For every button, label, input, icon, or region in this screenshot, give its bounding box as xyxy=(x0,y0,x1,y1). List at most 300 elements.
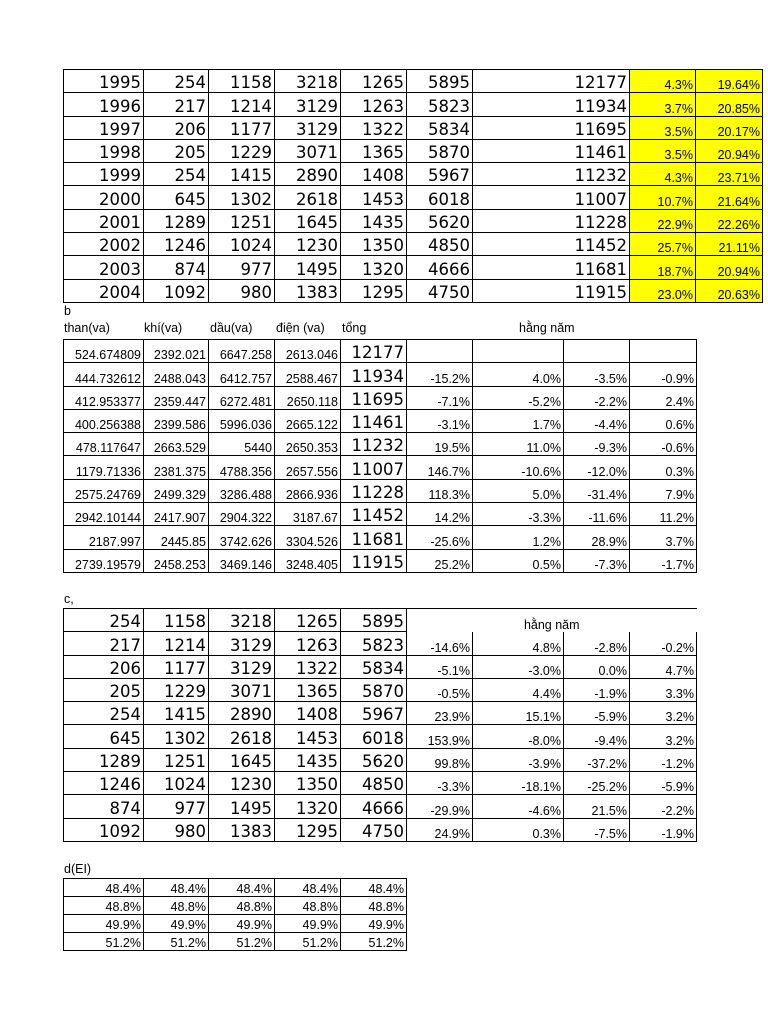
value-cell: 1365 xyxy=(341,139,407,162)
percent-cell: 21.5% xyxy=(564,795,630,818)
table-row xyxy=(64,186,763,209)
percent-cell: 49.9% xyxy=(341,915,407,933)
value-cell: 1230 xyxy=(209,772,275,795)
total-cell: 11452 xyxy=(341,503,407,526)
percent-cell: -14.6% xyxy=(407,632,473,655)
percent-cell: 20.85% xyxy=(696,93,763,116)
value-cell: 2739.19579 xyxy=(64,549,144,572)
value-cell: 3248.405 xyxy=(275,549,341,572)
percent-cell: 7.9% xyxy=(630,479,697,502)
value-cell: 2904.322 xyxy=(209,503,275,526)
section-d-label: d(EI) xyxy=(64,862,92,876)
value-cell: 1302 xyxy=(144,725,209,748)
value-cell: 2417.907 xyxy=(144,503,209,526)
value-cell: 4666 xyxy=(341,795,407,818)
table-row xyxy=(64,609,697,632)
value-cell: 11934 xyxy=(473,93,630,116)
value-cell: 1453 xyxy=(341,186,407,209)
percent-cell: -7.1% xyxy=(407,386,473,409)
table-row xyxy=(64,340,697,363)
value-cell: 5895 xyxy=(407,70,473,93)
percent-cell: -0.9% xyxy=(630,363,697,386)
value-cell: 5823 xyxy=(341,632,407,655)
percent-cell: 49.9% xyxy=(64,915,144,933)
percent-cell: 21.64% xyxy=(696,186,763,209)
percent-cell: 3.3% xyxy=(630,678,697,701)
percent-cell: -18.1% xyxy=(473,772,564,795)
table-row xyxy=(64,163,763,186)
value-cell: 1230 xyxy=(275,233,341,256)
value-cell: 2002 xyxy=(64,233,144,256)
value-cell: 2942.10144 xyxy=(64,503,144,526)
percent-cell: -5.9% xyxy=(630,772,697,795)
value-cell: 1996 xyxy=(64,93,144,116)
total-cell: 11915 xyxy=(341,549,407,572)
table-row xyxy=(64,386,697,409)
header-dau: dầu(va) xyxy=(210,321,253,335)
percent-cell: -1.9% xyxy=(630,818,697,841)
table-b xyxy=(63,339,697,573)
value-cell: 1408 xyxy=(341,163,407,186)
percent-cell: 99.8% xyxy=(407,748,473,771)
percent-cell: 18.7% xyxy=(630,256,696,279)
value-cell: 5996.036 xyxy=(209,409,275,432)
value-cell: 1214 xyxy=(144,632,209,655)
value-cell: 6412.757 xyxy=(209,363,275,386)
percent-cell: 48.4% xyxy=(209,879,275,897)
value-cell: 206 xyxy=(144,116,209,139)
value-cell: 11228 xyxy=(473,209,630,232)
value-cell: 2004 xyxy=(64,279,144,302)
value-cell: 2499.329 xyxy=(144,479,209,502)
value-cell: 478.117647 xyxy=(64,433,144,456)
percent-cell: -7.5% xyxy=(564,818,630,841)
value-cell: 2890 xyxy=(275,163,341,186)
value-cell: 2458.253 xyxy=(144,549,209,572)
percent-cell: 48.4% xyxy=(341,879,407,897)
table-row xyxy=(64,933,407,951)
value-cell: 1365 xyxy=(275,678,341,701)
percent-cell: 1.7% xyxy=(473,409,564,432)
percent-cell: -10.6% xyxy=(473,456,564,479)
percent-cell: -15.2% xyxy=(407,363,473,386)
value-cell: 3286.488 xyxy=(209,479,275,502)
value-cell: 3742.626 xyxy=(209,526,275,549)
value-cell: 6647.258 xyxy=(209,340,275,363)
value-cell: 2575.24769 xyxy=(64,479,144,502)
percent-cell: 15.1% xyxy=(473,702,564,725)
value-cell: 524.674809 xyxy=(64,340,144,363)
percent-cell: 48.8% xyxy=(341,897,407,915)
percent-cell: 118.3% xyxy=(407,479,473,502)
percent-cell: 51.2% xyxy=(275,933,341,951)
percent-cell: -2.2% xyxy=(630,795,697,818)
value-cell: 2665.122 xyxy=(275,409,341,432)
percent-cell: -5.1% xyxy=(407,655,473,678)
value-cell: 1645 xyxy=(209,748,275,771)
value-cell: 1998 xyxy=(64,139,144,162)
value-cell: 1645 xyxy=(275,209,341,232)
value-cell: 1289 xyxy=(144,209,209,232)
percent-cell: 4.7% xyxy=(630,655,697,678)
table-row xyxy=(64,702,697,725)
table-d-body xyxy=(64,879,407,951)
value-cell: 4788.356 xyxy=(209,456,275,479)
percent-cell: -0.2% xyxy=(630,632,697,655)
table-b-body xyxy=(64,340,697,573)
percent-cell: -4.4% xyxy=(564,409,630,432)
table-row xyxy=(64,503,697,526)
table-row xyxy=(64,363,697,386)
percent-cell: -3.0% xyxy=(473,655,564,678)
value-cell: 5895 xyxy=(341,609,407,632)
percent-cell: 22.26% xyxy=(696,209,763,232)
value-cell: 1263 xyxy=(275,632,341,655)
table-row xyxy=(64,233,763,256)
percent-cell: 48.4% xyxy=(144,879,209,897)
percent-cell: -1.9% xyxy=(564,678,630,701)
percent-cell: 3.2% xyxy=(630,725,697,748)
value-cell: 254 xyxy=(64,609,144,632)
percent-cell: -3.9% xyxy=(473,748,564,771)
percent-cell: -3.1% xyxy=(407,409,473,432)
percent-cell: 51.2% xyxy=(209,933,275,951)
value-cell: 4850 xyxy=(341,772,407,795)
percent-cell: -2.8% xyxy=(564,632,630,655)
value-cell: 1024 xyxy=(209,233,275,256)
percent-cell: 20.17% xyxy=(696,116,763,139)
percent-cell: 48.8% xyxy=(209,897,275,915)
value-cell: 2399.586 xyxy=(144,409,209,432)
value-cell: 5620 xyxy=(341,748,407,771)
value-cell: 5870 xyxy=(407,139,473,162)
value-cell: 1295 xyxy=(275,818,341,841)
percent-cell: -5.2% xyxy=(473,386,564,409)
header-dien: điện (va) xyxy=(276,321,325,335)
percent-cell: 28.9% xyxy=(564,526,630,549)
value-cell: 1320 xyxy=(341,256,407,279)
value-cell: 1265 xyxy=(275,609,341,632)
value-cell: 1251 xyxy=(209,209,275,232)
table-row xyxy=(64,526,697,549)
section-c-letter: c, xyxy=(64,592,74,606)
percent-cell: 51.2% xyxy=(144,933,209,951)
percent-cell: 48.8% xyxy=(275,897,341,915)
value-cell: 4750 xyxy=(341,818,407,841)
percent-cell: -3.3% xyxy=(407,772,473,795)
percent-cell: 2.4% xyxy=(630,386,697,409)
value-cell: 3469.146 xyxy=(209,549,275,572)
value-cell: 5870 xyxy=(341,678,407,701)
value-cell: 2445.85 xyxy=(144,526,209,549)
percent-cell xyxy=(564,340,630,363)
percent-cell: 49.9% xyxy=(144,915,209,933)
percent-cell: 4.3% xyxy=(630,163,696,186)
percent-cell: 51.2% xyxy=(341,933,407,951)
value-cell: 1158 xyxy=(144,609,209,632)
percent-cell: -1.7% xyxy=(630,549,697,572)
percent-cell: 49.9% xyxy=(209,915,275,933)
value-cell: 5834 xyxy=(407,116,473,139)
percent-cell: 0.3% xyxy=(473,818,564,841)
percent-cell: -29.9% xyxy=(407,795,473,818)
percent-cell: 48.4% xyxy=(64,879,144,897)
value-cell: 1495 xyxy=(209,795,275,818)
value-cell: 6018 xyxy=(407,186,473,209)
value-cell: 2663.529 xyxy=(144,433,209,456)
percent-cell: -4.6% xyxy=(473,795,564,818)
value-cell: 1408 xyxy=(275,702,341,725)
value-cell: 2392.021 xyxy=(144,340,209,363)
table-row xyxy=(64,678,697,701)
percent-cell: 49.9% xyxy=(275,915,341,933)
table-row xyxy=(64,549,697,572)
value-cell: 1322 xyxy=(275,655,341,678)
percent-cell: -0.6% xyxy=(630,433,697,456)
percent-cell: 1.2% xyxy=(473,526,564,549)
value-cell: 1024 xyxy=(144,772,209,795)
percent-cell: -25.6% xyxy=(407,526,473,549)
value-cell: 6272.481 xyxy=(209,386,275,409)
value-cell: 874 xyxy=(144,256,209,279)
percent-cell: 51.2% xyxy=(64,933,144,951)
value-cell: 2618 xyxy=(209,725,275,748)
total-cell: 11007 xyxy=(341,456,407,479)
percent-cell: 5.0% xyxy=(473,479,564,502)
section-c-annual-label: hằng năm xyxy=(407,609,697,632)
percent-cell: 19.64% xyxy=(696,70,763,93)
table-row xyxy=(64,897,407,915)
value-cell: 6018 xyxy=(341,725,407,748)
table-row xyxy=(64,70,763,93)
table-row xyxy=(64,818,697,841)
value-cell: 1302 xyxy=(209,186,275,209)
value-cell: 977 xyxy=(144,795,209,818)
value-cell: 5967 xyxy=(407,163,473,186)
value-cell: 3304.526 xyxy=(275,526,341,549)
value-cell: 2657.556 xyxy=(275,456,341,479)
value-cell: 5834 xyxy=(341,655,407,678)
value-cell: 1246 xyxy=(64,772,144,795)
percent-cell xyxy=(630,340,697,363)
value-cell: 1263 xyxy=(341,93,407,116)
value-cell: 2890 xyxy=(209,702,275,725)
percent-cell: 146.7% xyxy=(407,456,473,479)
table-row xyxy=(64,279,763,302)
table-row xyxy=(64,772,697,795)
value-cell: 3129 xyxy=(209,655,275,678)
value-cell: 1999 xyxy=(64,163,144,186)
table-a-body xyxy=(64,70,763,303)
percent-cell: -9.3% xyxy=(564,433,630,456)
total-cell: 12177 xyxy=(341,340,407,363)
table-row xyxy=(64,655,697,678)
value-cell: 5823 xyxy=(407,93,473,116)
percent-cell: 3.5% xyxy=(630,116,696,139)
percent-cell: 14.2% xyxy=(407,503,473,526)
value-cell: 1265 xyxy=(341,70,407,93)
header-tong: tổng xyxy=(342,321,367,335)
value-cell: 1997 xyxy=(64,116,144,139)
value-cell: 11007 xyxy=(473,186,630,209)
value-cell: 1322 xyxy=(341,116,407,139)
value-cell: 254 xyxy=(64,702,144,725)
value-cell: 2381.375 xyxy=(144,456,209,479)
value-cell: 4666 xyxy=(407,256,473,279)
value-cell: 11695 xyxy=(473,116,630,139)
value-cell: 3071 xyxy=(275,139,341,162)
header-than: than(va) xyxy=(64,321,110,335)
percent-cell: 21.11% xyxy=(696,233,763,256)
value-cell: 1350 xyxy=(275,772,341,795)
table-row xyxy=(64,116,763,139)
percent-cell: 48.8% xyxy=(144,897,209,915)
percent-cell: 23.9% xyxy=(407,702,473,725)
value-cell: 5967 xyxy=(341,702,407,725)
percent-cell: 23.71% xyxy=(696,163,763,186)
value-cell: 206 xyxy=(64,655,144,678)
percent-cell: 20.94% xyxy=(696,256,763,279)
percent-cell: 23.0% xyxy=(630,279,696,302)
value-cell: 645 xyxy=(64,725,144,748)
value-cell: 5440 xyxy=(209,433,275,456)
table-c xyxy=(63,608,697,842)
total-cell: 11934 xyxy=(341,363,407,386)
value-cell: 980 xyxy=(209,279,275,302)
header-khi: khí(va) xyxy=(144,321,183,335)
percent-cell: 3.7% xyxy=(630,526,697,549)
percent-cell: 4.0% xyxy=(473,363,564,386)
value-cell: 1435 xyxy=(275,748,341,771)
percent-cell: 3.2% xyxy=(630,702,697,725)
value-cell: 4750 xyxy=(407,279,473,302)
value-cell: 444.732612 xyxy=(64,363,144,386)
table-row xyxy=(64,409,697,432)
table-d xyxy=(63,878,407,951)
percent-cell: -5.9% xyxy=(564,702,630,725)
value-cell: 5620 xyxy=(407,209,473,232)
value-cell: 2000 xyxy=(64,186,144,209)
value-cell: 1453 xyxy=(275,725,341,748)
value-cell: 1158 xyxy=(209,70,275,93)
table-row xyxy=(64,256,763,279)
value-cell: 3129 xyxy=(275,93,341,116)
percent-cell: 22.9% xyxy=(630,209,696,232)
value-cell: 1177 xyxy=(209,116,275,139)
value-cell: 254 xyxy=(144,70,209,93)
value-cell: 3129 xyxy=(209,632,275,655)
table-row xyxy=(64,748,697,771)
value-cell: 1320 xyxy=(275,795,341,818)
value-cell: 980 xyxy=(144,818,209,841)
value-cell: 1229 xyxy=(209,139,275,162)
percent-cell: -8.0% xyxy=(473,725,564,748)
percent-cell: 24.9% xyxy=(407,818,473,841)
percent-cell: -9.4% xyxy=(564,725,630,748)
value-cell: 11232 xyxy=(473,163,630,186)
percent-cell: 11.2% xyxy=(630,503,697,526)
value-cell: 1229 xyxy=(144,678,209,701)
percent-cell: 0.3% xyxy=(630,456,697,479)
value-cell: 1415 xyxy=(144,702,209,725)
value-cell: 1383 xyxy=(275,279,341,302)
table-row xyxy=(64,915,407,933)
percent-cell: 19.5% xyxy=(407,433,473,456)
value-cell: 217 xyxy=(144,93,209,116)
value-cell: 2003 xyxy=(64,256,144,279)
value-cell: 2588.467 xyxy=(275,363,341,386)
value-cell: 645 xyxy=(144,186,209,209)
percent-cell: 153.9% xyxy=(407,725,473,748)
percent-cell: 0.0% xyxy=(564,655,630,678)
percent-cell: 4.4% xyxy=(473,678,564,701)
percent-cell: -0.5% xyxy=(407,678,473,701)
value-cell: 2650.118 xyxy=(275,386,341,409)
percent-cell xyxy=(407,340,473,363)
percent-cell: 25.7% xyxy=(630,233,696,256)
value-cell: 12177 xyxy=(473,70,630,93)
value-cell: 3187.67 xyxy=(275,503,341,526)
value-cell: 874 xyxy=(64,795,144,818)
percent-cell: 25.2% xyxy=(407,549,473,572)
table-row xyxy=(64,433,697,456)
percent-cell: 48.4% xyxy=(275,879,341,897)
value-cell: 2001 xyxy=(64,209,144,232)
value-cell: 2359.447 xyxy=(144,386,209,409)
value-cell: 4850 xyxy=(407,233,473,256)
value-cell: 3129 xyxy=(275,116,341,139)
table-row xyxy=(64,456,697,479)
value-cell: 1995 xyxy=(64,70,144,93)
value-cell: 977 xyxy=(209,256,275,279)
table-row xyxy=(64,725,697,748)
value-cell: 412.953377 xyxy=(64,386,144,409)
value-cell: 205 xyxy=(64,678,144,701)
table-row xyxy=(64,879,407,897)
value-cell: 3218 xyxy=(275,70,341,93)
total-cell: 11461 xyxy=(341,409,407,432)
value-cell: 11915 xyxy=(473,279,630,302)
percent-cell: -2.2% xyxy=(564,386,630,409)
total-cell: 11232 xyxy=(341,433,407,456)
percent-cell: 3.7% xyxy=(630,93,696,116)
table-a xyxy=(63,69,763,303)
value-cell: 1177 xyxy=(144,655,209,678)
value-cell: 1214 xyxy=(209,93,275,116)
value-cell: 3218 xyxy=(209,609,275,632)
value-cell: 1179.71336 xyxy=(64,456,144,479)
percent-cell: -3.5% xyxy=(564,363,630,386)
value-cell: 11681 xyxy=(473,256,630,279)
percent-cell: -3.3% xyxy=(473,503,564,526)
value-cell: 11452 xyxy=(473,233,630,256)
percent-cell: -12.0% xyxy=(564,456,630,479)
value-cell: 1383 xyxy=(209,818,275,841)
table-c-body xyxy=(64,609,697,842)
percent-cell: -7.3% xyxy=(564,549,630,572)
value-cell: 1295 xyxy=(341,279,407,302)
percent-cell: -31.4% xyxy=(564,479,630,502)
percent-cell: -25.2% xyxy=(564,772,630,795)
value-cell: 1289 xyxy=(64,748,144,771)
value-cell: 2613.046 xyxy=(275,340,341,363)
total-cell: 11228 xyxy=(341,479,407,502)
value-cell: 2187.997 xyxy=(64,526,144,549)
value-cell: 3071 xyxy=(209,678,275,701)
value-cell: 205 xyxy=(144,139,209,162)
percent-cell: 0.6% xyxy=(630,409,697,432)
value-cell: 1415 xyxy=(209,163,275,186)
